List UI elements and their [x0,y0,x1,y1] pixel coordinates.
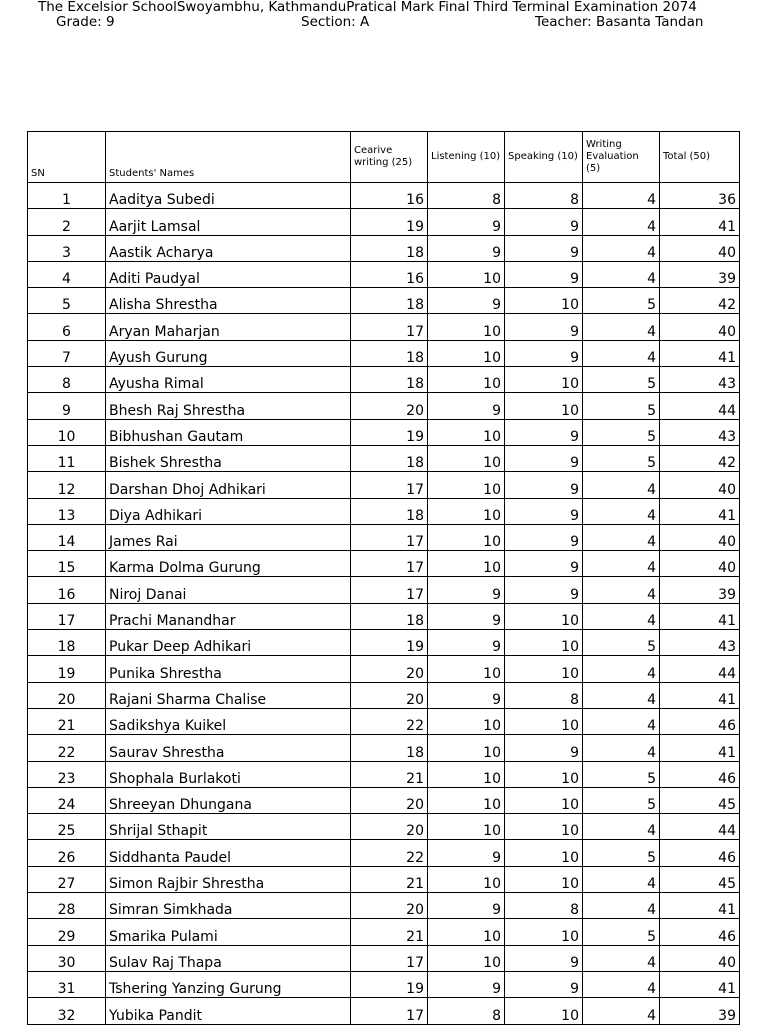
creative-writing-cell: 18 [351,367,428,393]
sn-cell: 8 [28,367,106,393]
writing-evaluation-cell: 4 [583,893,660,919]
speaking-cell: 9 [505,524,583,550]
column-header-creative-writing: Cearive writing (25) [351,132,428,183]
sn-cell: 10 [28,419,106,445]
listening-cell: 10 [428,524,505,550]
writing-evaluation-cell: 4 [583,183,660,209]
student-name-cell: Aaditya Subedi [106,183,351,209]
writing-evaluation-cell: 4 [583,235,660,261]
table-row [28,761,740,787]
creative-writing-cell: 17 [351,472,428,498]
listening-cell: 10 [428,814,505,840]
creative-writing-cell: 17 [351,945,428,971]
table-row [28,630,740,656]
sn-cell: 27 [28,866,106,892]
speaking-cell: 9 [505,419,583,445]
creative-writing-cell: 21 [351,866,428,892]
total-cell: 44 [660,656,740,682]
speaking-cell: 9 [505,445,583,471]
listening-cell: 10 [428,445,505,471]
student-name-cell: Simran Simkhada [106,893,351,919]
student-name-cell: Aarjit Lamsal [106,209,351,235]
listening-cell: 10 [428,419,505,445]
sn-cell: 21 [28,708,106,734]
creative-writing-cell: 16 [351,261,428,287]
table-row [28,209,740,235]
speaking-cell: 10 [505,787,583,813]
speaking-cell: 9 [505,235,583,261]
speaking-cell: 10 [505,603,583,629]
sn-cell: 30 [28,945,106,971]
sn-cell: 15 [28,551,106,577]
sn-cell: 5 [28,288,106,314]
total-cell: 41 [660,603,740,629]
table-row [28,261,740,287]
sn-cell: 23 [28,761,106,787]
speaking-cell: 9 [505,945,583,971]
listening-cell: 9 [428,630,505,656]
sn-cell: 22 [28,735,106,761]
sn-cell: 2 [28,209,106,235]
writing-evaluation-cell: 4 [583,209,660,235]
student-name-cell: Shophala Burlakoti [106,761,351,787]
creative-writing-cell: 17 [351,314,428,340]
student-name-cell: Aastik Acharya [106,235,351,261]
writing-evaluation-cell: 4 [583,945,660,971]
column-header-listening: Listening (10) [428,132,505,183]
listening-cell: 9 [428,603,505,629]
total-cell: 46 [660,708,740,734]
creative-writing-cell: 19 [351,630,428,656]
table-row [28,183,740,209]
sn-cell: 28 [28,893,106,919]
sn-cell: 14 [28,524,106,550]
table-row [28,919,740,945]
sn-cell: 19 [28,656,106,682]
creative-writing-cell: 22 [351,840,428,866]
total-cell: 43 [660,419,740,445]
writing-evaluation-cell: 5 [583,840,660,866]
listening-cell: 10 [428,472,505,498]
listening-cell: 10 [428,498,505,524]
speaking-cell: 8 [505,682,583,708]
creative-writing-cell: 20 [351,814,428,840]
total-cell: 40 [660,524,740,550]
total-cell: 44 [660,814,740,840]
listening-cell: 10 [428,866,505,892]
total-cell: 43 [660,367,740,393]
document-title: The Excelsior SchoolSwoyambhu, KathmanduPratical Mark Final Third Terminal Examination 2074 [38,0,697,15]
writing-evaluation-cell: 4 [583,261,660,287]
writing-evaluation-cell: 4 [583,603,660,629]
total-cell: 46 [660,761,740,787]
student-name-cell: Saurav Shrestha [106,735,351,761]
writing-evaluation-cell: 5 [583,787,660,813]
marks-table [27,131,740,1025]
student-name-cell: Ayush Gurung [106,340,351,366]
writing-evaluation-cell: 4 [583,866,660,892]
listening-cell: 8 [428,183,505,209]
listening-cell: 10 [428,261,505,287]
sn-cell: 26 [28,840,106,866]
table-row [28,498,740,524]
speaking-cell: 10 [505,761,583,787]
student-name-cell: Bibhushan Gautam [106,419,351,445]
total-cell: 43 [660,630,740,656]
sn-cell: 18 [28,630,106,656]
teacher-label: Teacher: Basanta Tandan [535,14,704,30]
writing-evaluation-cell: 5 [583,919,660,945]
student-name-cell: Sulav Raj Thapa [106,945,351,971]
creative-writing-cell: 19 [351,419,428,445]
speaking-cell: 10 [505,656,583,682]
speaking-cell: 10 [505,630,583,656]
total-cell: 42 [660,288,740,314]
creative-writing-cell: 17 [351,524,428,550]
table-row [28,419,740,445]
total-cell: 41 [660,340,740,366]
writing-evaluation-cell: 5 [583,393,660,419]
writing-evaluation-cell: 4 [583,314,660,340]
total-cell: 40 [660,551,740,577]
listening-cell: 10 [428,761,505,787]
total-cell: 39 [660,577,740,603]
table-row [28,866,740,892]
creative-writing-cell: 20 [351,393,428,419]
creative-writing-cell: 18 [351,735,428,761]
listening-cell: 10 [428,787,505,813]
table-row [28,235,740,261]
creative-writing-cell: 18 [351,498,428,524]
student-name-cell: Bhesh Raj Shrestha [106,393,351,419]
table-row [28,971,740,997]
total-cell: 41 [660,209,740,235]
creative-writing-cell: 17 [351,551,428,577]
listening-cell: 9 [428,682,505,708]
student-name-cell: Aryan Maharjan [106,314,351,340]
sn-cell: 7 [28,340,106,366]
table-row [28,367,740,393]
listening-cell: 10 [428,656,505,682]
creative-writing-cell: 19 [351,209,428,235]
student-name-cell: Aditi Paudyal [106,261,351,287]
sn-cell: 1 [28,183,106,209]
table-row [28,735,740,761]
total-cell: 40 [660,472,740,498]
listening-cell: 9 [428,577,505,603]
speaking-cell: 8 [505,893,583,919]
speaking-cell: 9 [505,314,583,340]
table-row [28,472,740,498]
creative-writing-cell: 18 [351,235,428,261]
total-cell: 46 [660,919,740,945]
listening-cell: 9 [428,840,505,866]
listening-cell: 9 [428,235,505,261]
total-cell: 46 [660,840,740,866]
writing-evaluation-cell: 4 [583,708,660,734]
creative-writing-cell: 20 [351,656,428,682]
writing-evaluation-cell: 5 [583,761,660,787]
creative-writing-cell: 17 [351,577,428,603]
writing-evaluation-cell: 5 [583,288,660,314]
writing-evaluation-cell: 5 [583,367,660,393]
creative-writing-cell: 18 [351,603,428,629]
creative-writing-cell: 18 [351,288,428,314]
speaking-cell: 10 [505,288,583,314]
writing-evaluation-cell: 5 [583,445,660,471]
creative-writing-cell: 18 [351,340,428,366]
student-name-cell: Alisha Shrestha [106,288,351,314]
marks-table-body [28,183,740,1025]
student-name-cell: Shreeyan Dhungana [106,787,351,813]
listening-cell: 10 [428,367,505,393]
listening-cell: 9 [428,971,505,997]
student-name-cell: Shrijal Sthapit [106,814,351,840]
writing-evaluation-cell: 4 [583,682,660,708]
student-name-cell: Pukar Deep Adhikari [106,630,351,656]
table-row [28,682,740,708]
speaking-cell: 10 [505,814,583,840]
writing-evaluation-cell: 4 [583,971,660,997]
listening-cell: 8 [428,998,505,1024]
total-cell: 36 [660,183,740,209]
speaking-cell: 10 [505,840,583,866]
total-cell: 39 [660,998,740,1024]
speaking-cell: 9 [505,498,583,524]
speaking-cell: 9 [505,261,583,287]
creative-writing-cell: 19 [351,971,428,997]
total-cell: 40 [660,945,740,971]
student-name-cell: Simon Rajbir Shrestha [106,866,351,892]
student-name-cell: Karma Dolma Gurung [106,551,351,577]
listening-cell: 9 [428,893,505,919]
speaking-cell: 10 [505,393,583,419]
total-cell: 39 [660,261,740,287]
creative-writing-cell: 20 [351,893,428,919]
student-name-cell: Smarika Pulami [106,919,351,945]
column-header-total: Total (50) [660,132,740,183]
listening-cell: 10 [428,708,505,734]
sn-cell: 31 [28,971,106,997]
column-header-writing-evaluation: Writing Evaluation (5) [583,132,660,183]
speaking-cell: 9 [505,209,583,235]
writing-evaluation-cell: 4 [583,577,660,603]
table-row [28,814,740,840]
table-row [28,340,740,366]
listening-cell: 10 [428,551,505,577]
table-row [28,656,740,682]
speaking-cell: 8 [505,183,583,209]
student-name-cell: Yubika Pandit [106,998,351,1024]
table-row [28,840,740,866]
listening-cell: 9 [428,288,505,314]
creative-writing-cell: 18 [351,445,428,471]
speaking-cell: 9 [505,472,583,498]
speaking-cell: 10 [505,367,583,393]
grade-label: Grade: 9 [56,14,115,30]
total-cell: 42 [660,445,740,471]
writing-evaluation-cell: 4 [583,551,660,577]
table-row [28,893,740,919]
total-cell: 41 [660,735,740,761]
student-name-cell: Diya Adhikari [106,498,351,524]
sn-cell: 9 [28,393,106,419]
table-row [28,708,740,734]
writing-evaluation-cell: 4 [583,735,660,761]
listening-cell: 10 [428,340,505,366]
writing-evaluation-cell: 4 [583,340,660,366]
total-cell: 41 [660,498,740,524]
student-name-cell: Prachi Manandhar [106,603,351,629]
table-row [28,288,740,314]
listening-cell: 10 [428,735,505,761]
listening-cell: 10 [428,945,505,971]
table-row [28,524,740,550]
total-cell: 45 [660,866,740,892]
total-cell: 45 [660,787,740,813]
writing-evaluation-cell: 4 [583,498,660,524]
creative-writing-cell: 17 [351,998,428,1024]
section-label: Section: A [301,14,370,30]
table-row [28,393,740,419]
creative-writing-cell: 22 [351,708,428,734]
student-name-cell: Ayusha Rimal [106,367,351,393]
student-name-cell: Punika Shrestha [106,656,351,682]
sn-cell: 12 [28,472,106,498]
student-name-cell: James Rai [106,524,351,550]
sn-cell: 11 [28,445,106,471]
total-cell: 41 [660,971,740,997]
sn-cell: 3 [28,235,106,261]
sn-cell: 25 [28,814,106,840]
column-header-sn: SN [28,132,106,183]
sn-cell: 24 [28,787,106,813]
speaking-cell: 9 [505,971,583,997]
student-name-cell: Rajani Sharma Chalise [106,682,351,708]
speaking-cell: 10 [505,708,583,734]
listening-cell: 10 [428,314,505,340]
sn-cell: 17 [28,603,106,629]
speaking-cell: 9 [505,735,583,761]
speaking-cell: 10 [505,919,583,945]
sn-cell: 29 [28,919,106,945]
table-row [28,603,740,629]
speaking-cell: 9 [505,551,583,577]
table-row [28,998,740,1024]
total-cell: 41 [660,893,740,919]
table-row [28,787,740,813]
writing-evaluation-cell: 5 [583,630,660,656]
creative-writing-cell: 16 [351,183,428,209]
sn-cell: 16 [28,577,106,603]
student-name-cell: Tshering Yanzing Gurung [106,971,351,997]
speaking-cell: 9 [505,340,583,366]
column-header-speaking: Speaking (10) [505,132,583,183]
sn-cell: 4 [28,261,106,287]
writing-evaluation-cell: 4 [583,814,660,840]
creative-writing-cell: 20 [351,682,428,708]
student-name-cell: Darshan Dhoj Adhikari [106,472,351,498]
sn-cell: 20 [28,682,106,708]
table-row [28,314,740,340]
table-row [28,551,740,577]
sn-cell: 13 [28,498,106,524]
writing-evaluation-cell: 4 [583,656,660,682]
speaking-cell: 9 [505,577,583,603]
writing-evaluation-cell: 5 [583,419,660,445]
writing-evaluation-cell: 4 [583,998,660,1024]
student-name-cell: Sadikshya Kuikel [106,708,351,734]
student-name-cell: Bishek Shrestha [106,445,351,471]
total-cell: 44 [660,393,740,419]
total-cell: 40 [660,314,740,340]
creative-writing-cell: 21 [351,761,428,787]
speaking-cell: 10 [505,998,583,1024]
table-row [28,945,740,971]
student-name-cell: Niroj Danai [106,577,351,603]
writing-evaluation-cell: 4 [583,524,660,550]
speaking-cell: 10 [505,866,583,892]
table-row [28,445,740,471]
sn-cell: 6 [28,314,106,340]
table-header-row [28,132,740,183]
sn-cell: 32 [28,998,106,1024]
writing-evaluation-cell: 4 [583,472,660,498]
total-cell: 41 [660,682,740,708]
creative-writing-cell: 21 [351,919,428,945]
listening-cell: 10 [428,919,505,945]
student-name-cell: Siddhanta Paudel [106,840,351,866]
listening-cell: 9 [428,209,505,235]
creative-writing-cell: 20 [351,787,428,813]
table-row [28,577,740,603]
column-header-student-name: Students' Names [106,132,351,183]
listening-cell: 9 [428,393,505,419]
total-cell: 40 [660,235,740,261]
